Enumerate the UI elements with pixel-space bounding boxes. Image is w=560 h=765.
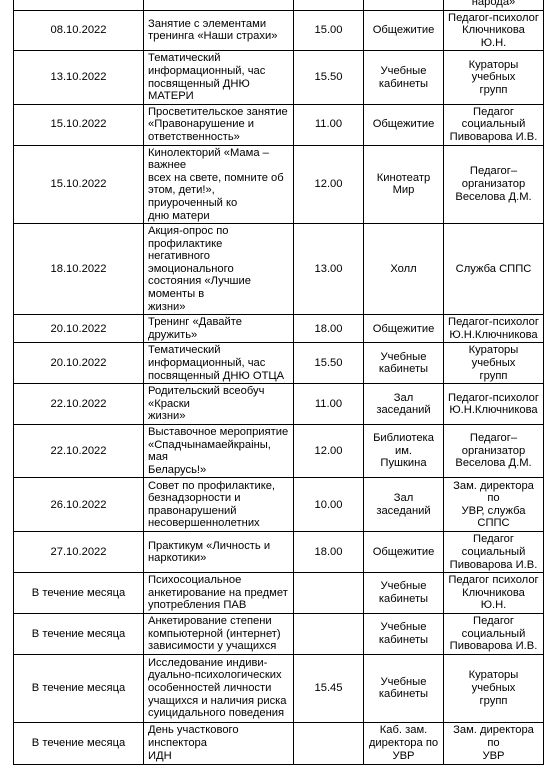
- time-cell: 12.00: [294, 425, 364, 478]
- responsible-cell: Педагог-психолог Ю.Н.Ключникова: [444, 315, 544, 343]
- time-cell: 10.00: [294, 478, 364, 532]
- responsible-cell: Педагог– организатор Веселова Д.М.: [444, 425, 544, 478]
- responsible-cell: Зам. директора по УВР: [444, 722, 544, 764]
- date-cell: 08.10.2022: [14, 10, 144, 51]
- event-cell: Родительский всеобуч «Краски жизни»: [144, 384, 294, 425]
- time-cell: [294, 0, 364, 10]
- date-cell: 15.10.2022: [14, 104, 144, 145]
- event-cell: Занятие с элементами тренинга «Наши страхи»: [144, 10, 294, 51]
- event-cell: Выставочное мероприятие «Спадчынамаейкраіны, мая Беларусь!»: [144, 425, 294, 478]
- time-cell: 13.00: [294, 224, 364, 315]
- table-row: [14, 573, 544, 614]
- date-cell: 27.10.2022: [14, 532, 144, 573]
- table-row: [14, 104, 544, 145]
- place-cell: [364, 0, 444, 10]
- date-cell: 20.10.2022: [14, 315, 144, 343]
- table-row: [14, 315, 544, 343]
- table-row: [14, 722, 544, 764]
- schedule-table-body: [14, 0, 544, 764]
- date-cell: 26.10.2022: [14, 478, 144, 532]
- date-cell: В течение месяца: [14, 654, 144, 722]
- responsible-cell: Кураторы учебных групп: [444, 343, 544, 384]
- place-cell: Учебные кабинеты: [364, 613, 444, 654]
- schedule-sheet: [13, 0, 544, 765]
- responsible-cell: Служба СППС: [444, 224, 544, 315]
- place-cell: Каб. зам. директора по УВР: [364, 722, 444, 764]
- table-row: [14, 10, 544, 51]
- place-cell: Учебные кабинеты: [364, 51, 444, 104]
- responsible-cell: народа»: [444, 0, 544, 10]
- time-cell: 15.00: [294, 10, 364, 51]
- event-cell: Анкетирование степени компьютерной (интернет) зависимости у учащихся: [144, 613, 294, 654]
- time-cell: 18.00: [294, 315, 364, 343]
- event-cell: Тематический информационный, час посвященный ДНЮ ОТЦА: [144, 343, 294, 384]
- place-cell: Учебные кабинеты: [364, 343, 444, 384]
- event-cell: День участкового инспектора ИДН: [144, 722, 294, 764]
- event-cell: Просветительское занятие «Правонарушение и ответственность»: [144, 104, 294, 145]
- table-row: [14, 425, 544, 478]
- time-cell: [294, 613, 364, 654]
- table-row: [14, 532, 544, 573]
- place-cell: Библиотека им. Пушкина: [364, 425, 444, 478]
- place-cell: Учебные кабинеты: [364, 654, 444, 722]
- responsible-cell: Педагог социальный Пивоварова И.В.: [444, 613, 544, 654]
- event-cell: Практикум «Личность и наркотики»: [144, 532, 294, 573]
- place-cell: Общежитие: [364, 532, 444, 573]
- event-cell: [144, 0, 294, 10]
- place-cell: Зал заседаний: [364, 384, 444, 425]
- place-cell: Зал заседаний: [364, 478, 444, 532]
- responsible-cell: Педагог-психолог Ю.Н.Ключникова: [444, 384, 544, 425]
- event-cell: Исследование индиви- дуально-психологических особенностей личности учащихся и наличия риска суицидального поведения: [144, 654, 294, 722]
- time-cell: 15.50: [294, 343, 364, 384]
- date-cell: В течение месяца: [14, 573, 144, 614]
- time-cell: 12.00: [294, 145, 364, 224]
- event-cell: Тематический информационный, час посвященный ДНЮ МАТЕРИ: [144, 51, 294, 104]
- date-cell: 18.10.2022: [14, 224, 144, 315]
- date-cell: 22.10.2022: [14, 425, 144, 478]
- responsible-cell: Педагог– организатор Веселова Д.М.: [444, 145, 544, 224]
- time-cell: 11.00: [294, 384, 364, 425]
- event-cell: Тренинг «Давайте дружить»: [144, 315, 294, 343]
- time-cell: [294, 722, 364, 764]
- time-cell: 11.00: [294, 104, 364, 145]
- date-cell: [14, 0, 144, 10]
- date-cell: 22.10.2022: [14, 384, 144, 425]
- table-row: [14, 343, 544, 384]
- table-row: [14, 0, 544, 10]
- table-row: [14, 478, 544, 532]
- table-row: [14, 51, 544, 104]
- schedule-table: [13, 0, 544, 765]
- date-cell: 13.10.2022: [14, 51, 144, 104]
- date-cell: 15.10.2022: [14, 145, 144, 224]
- table-row: [14, 145, 544, 224]
- place-cell: Учебные кабинеты: [364, 573, 444, 614]
- table-row: [14, 224, 544, 315]
- event-cell: Кинолекторий «Мама – важнее всех на свете, помните об этом, дети!», приуроченный ко дню матери: [144, 145, 294, 224]
- place-cell: Общежитие: [364, 104, 444, 145]
- place-cell: Кинотеатр Мир: [364, 145, 444, 224]
- responsible-cell: Педагог социальный Пивоварова И.В.: [444, 532, 544, 573]
- table-row: [14, 613, 544, 654]
- event-cell: Совет по профилактике, безнадзорности и правонарушений несовершеннолетних: [144, 478, 294, 532]
- time-cell: 15.45: [294, 654, 364, 722]
- time-cell: 15.50: [294, 51, 364, 104]
- place-cell: Общежитие: [364, 10, 444, 51]
- date-cell: 20.10.2022: [14, 343, 144, 384]
- date-cell: В течение месяца: [14, 613, 144, 654]
- responsible-cell: Педагог социальный Пивоварова И.В.: [444, 104, 544, 145]
- responsible-cell: Кураторы учебных групп: [444, 51, 544, 104]
- event-cell: Психосоциальное анкетирование на предмет употребления ПАВ: [144, 573, 294, 614]
- time-cell: 18.00: [294, 532, 364, 573]
- place-cell: Общежитие: [364, 315, 444, 343]
- responsible-cell: Педагог психолог Ключникова Ю.Н.: [444, 573, 544, 614]
- responsible-cell: Зам. директора по УВР, служба СППС: [444, 478, 544, 532]
- responsible-cell: Педагог-психолог Ключникова Ю.Н.: [444, 10, 544, 51]
- event-cell: Акция-опрос по профилактике негативного эмоционального состояния «Лучшие моменты в жизни»: [144, 224, 294, 315]
- date-cell: В течение месяца: [14, 722, 144, 764]
- table-row: [14, 654, 544, 722]
- time-cell: [294, 573, 364, 614]
- responsible-cell: Кураторы учебных групп: [444, 654, 544, 722]
- table-row: [14, 384, 544, 425]
- place-cell: Холл: [364, 224, 444, 315]
